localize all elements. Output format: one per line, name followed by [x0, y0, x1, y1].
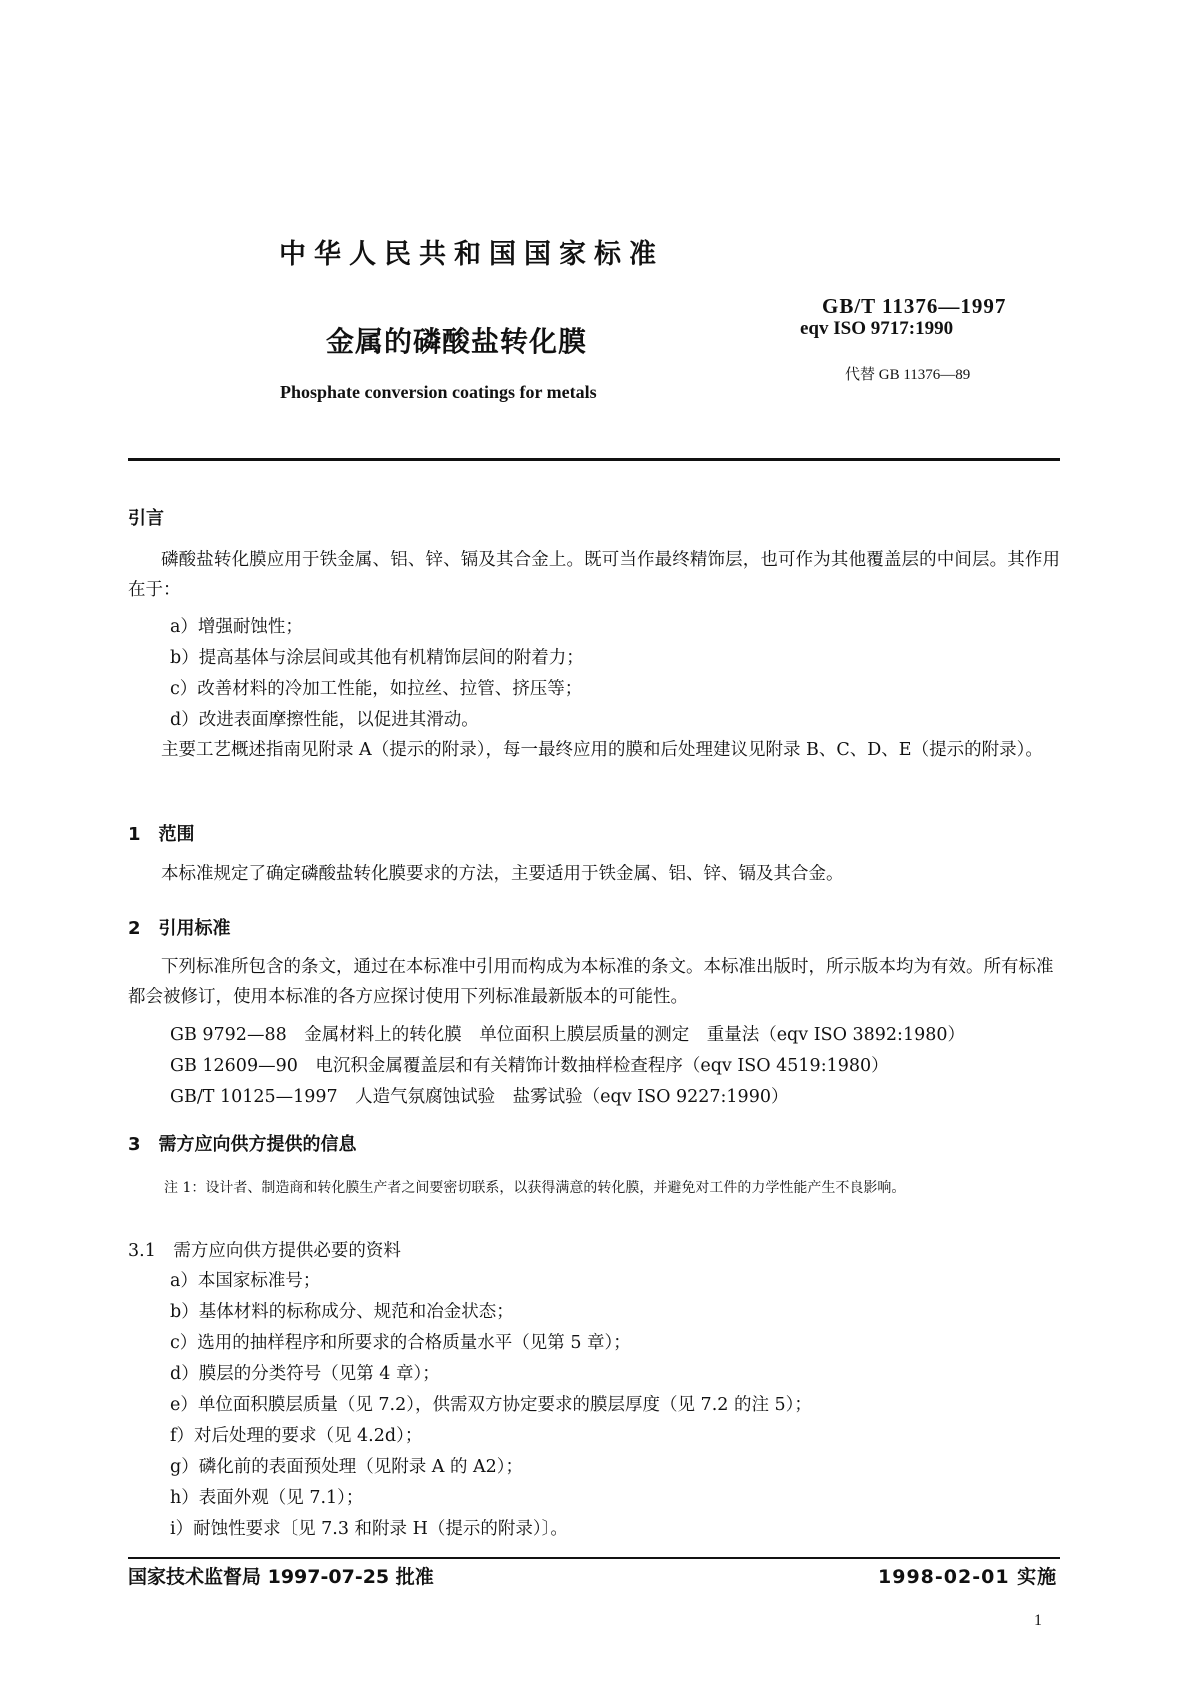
- intro-paragraph: 磷酸盐转化膜应用于铁金属、铝、锌、镉及其合金上。既可当作最终精饰层，也可作为其他覆盖层的中间层。其作用在于：: [128, 550, 1060, 600]
- standard-replaces: 代替 GB 11376—89: [845, 367, 971, 383]
- requirement-item: g）磷化前的表面预处理（见附录 A 的 A2）；: [170, 1457, 524, 1477]
- document-title: 金属的磷酸盐转化膜: [326, 325, 588, 358]
- section-2-paragraph: 下列标准所包含的条文，通过在本标准中引用而构成为本标准的条文。本标准出版时，所示版本均为有效。所有标准都会被修订，使用本标准的各方应探讨使用下列标准最新版本的可能性。: [128, 957, 1054, 1007]
- section-2-heading: 2 引用标准: [128, 918, 231, 939]
- intro-list-item: b）提高基体与涂层间或其他有机精饰层间的附着力；: [170, 648, 584, 668]
- requirement-item: c）选用的抽样程序和所要求的合格质量水平（见第 5 章）；: [170, 1333, 631, 1353]
- requirement-item: i）耐蚀性要求〔见 7.3 和附录 H（提示的附录）〕。: [170, 1519, 568, 1539]
- intro-list-item: a）增强耐蚀性；: [170, 617, 303, 637]
- section-1-heading: 1 范围: [128, 824, 195, 845]
- english-title: Phosphate conversion coatings for metals: [280, 382, 597, 402]
- standard-equivalence: eqv ISO 9717:1990: [800, 318, 954, 339]
- intro-list-item: d）改进表面摩擦性能，以促进其滑动。: [170, 710, 479, 730]
- requirement-item: e）单位面积膜层质量（见 7.2），供需双方协定要求的膜层厚度（见 7.2 的注 5）；: [170, 1395, 812, 1415]
- intro-heading: 引言: [128, 508, 164, 529]
- section-1-paragraph: 本标准规定了确定磷酸盐转化膜要求的方法，主要适用于铁金属、铝、锌、镉及其合金。: [161, 864, 844, 884]
- header-divider: [128, 458, 1060, 461]
- footer-divider: [128, 1557, 1060, 1559]
- section-3-1-heading: 3.1 需方应向供方提供必要的资料: [128, 1241, 401, 1261]
- reference-standard: GB/T 10125—1997 人造气氛腐蚀试验 盐雾试验（eqv ISO 9227:1990）: [170, 1087, 789, 1107]
- requirement-item: f）对后处理的要求（见 4.2d）；: [170, 1426, 423, 1446]
- section-3-note: 注 1：设计者、制造商和转化膜生产者之间要密切联系，以获得满意的转化膜，并避免对工件的力学性能产生不良影响。: [164, 1180, 906, 1196]
- intro-list-item: c）改善材料的冷加工性能，如拉丝、拉管、挤压等；: [170, 679, 583, 699]
- implementation-date: 1998-02-01 实施: [878, 1566, 1058, 1588]
- standard-number: GB/T 11376—1997: [822, 294, 1007, 318]
- requirement-item: a）本国家标准号；: [170, 1271, 321, 1291]
- intro-paragraph-appendix: 主要工艺概述指南见附录 A（提示的附录），每一最终应用的膜和后处理建议见附录 B、C、D、E（提示的附录）。: [161, 740, 1043, 760]
- requirement-item: b）基体材料的标称成分、规范和冶金状态；: [170, 1302, 514, 1322]
- reference-standard: GB 9792—88 金属材料上的转化膜 单位面积上膜层质量的测定 重量法（eqv ISO 3892:1980）: [170, 1025, 965, 1045]
- section-3-heading: 3 需方应向供方提供的信息: [128, 1134, 357, 1155]
- page-number: 1: [1034, 1612, 1042, 1629]
- approval-date: 国家技术监督局 1997-07-25 批准: [128, 1566, 434, 1588]
- requirement-item: d）膜层的分类符号（见第 4 章）；: [170, 1364, 440, 1384]
- requirement-item: h）表面外观（见 7.1）；: [170, 1488, 364, 1508]
- reference-standard: GB 12609—90 电沉积金属覆盖层和有关精饰计数抽样检查程序（eqv ISO 4519:1980）: [170, 1056, 889, 1076]
- national-standard-title: 中华人民共和国国家标准: [279, 239, 664, 270]
